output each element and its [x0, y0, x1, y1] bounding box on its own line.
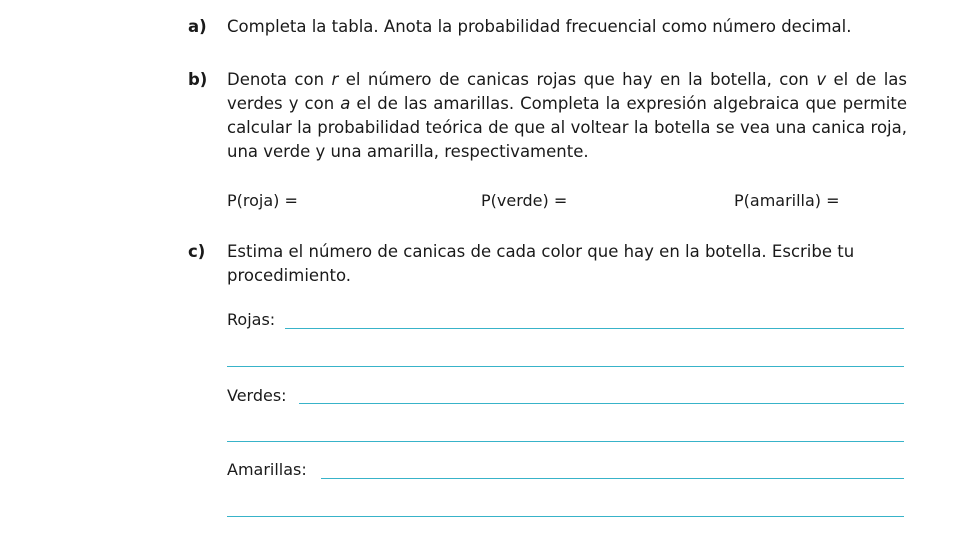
item-b-text-part-1: Denota con — [227, 70, 332, 89]
item-b-text-part-4: el de las amarillas. Completa la expresión algebraica que permite calcular la probabilidad teórica de que al voltear la botella se vea una canica roja, una verde y una amarilla, respectivamente. — [227, 94, 907, 161]
item-c-letter: c) — [188, 242, 206, 261]
probability-red-label: P(roja) = — [227, 191, 298, 210]
item-b-text-part-2: el número de canicas rojas que hay en la botella, con — [338, 70, 817, 89]
answer-label-green: Verdes: — [227, 386, 287, 405]
answer-line-green-continued[interactable] — [227, 441, 904, 442]
answer-label-red: Rojas: — [227, 310, 276, 329]
item-b-text-part-3: el de las verdes y con — [227, 70, 908, 113]
item-a-text: Completa la tabla. Anota la probabilidad frecuencial como número decimal. — [227, 17, 852, 36]
answer-line-red-continued[interactable] — [227, 366, 904, 367]
answer-line-red[interactable] — [285, 328, 904, 329]
variable-v: v — [816, 70, 827, 89]
answer-label-yellow: Amarillas: — [227, 460, 307, 479]
answer-line-yellow-continued[interactable] — [227, 516, 904, 517]
variable-r: r — [331, 70, 339, 89]
probability-yellow-label: P(amarilla) = — [734, 191, 840, 210]
answer-line-yellow[interactable] — [321, 478, 904, 479]
probability-green-label: P(verde) = — [481, 191, 568, 210]
item-b-text — [227, 68, 907, 164]
variable-a: a — [340, 94, 351, 113]
item-b-letter: b) — [188, 70, 208, 89]
item-a-letter: a) — [188, 17, 207, 36]
answer-line-green[interactable] — [299, 403, 904, 404]
item-c-text: Estima el número de canicas de cada color que hay en la botella. Escribe tu procedimiento. — [227, 242, 855, 285]
